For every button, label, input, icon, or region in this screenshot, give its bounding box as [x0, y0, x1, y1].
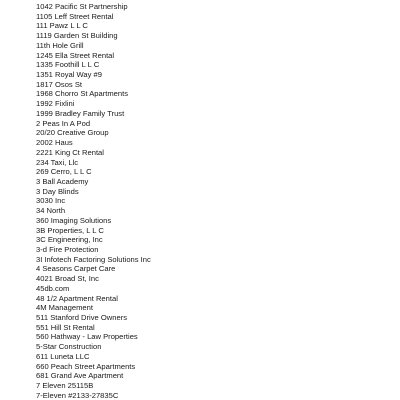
list-item: 4M Management — [36, 303, 93, 313]
list-item: 1119 Garden St Building — [36, 31, 118, 41]
list-item: 1817 Osos St — [36, 79, 83, 89]
list-item: 45db.com — [36, 283, 70, 293]
list-item: 1992 Fixlini — [36, 99, 75, 109]
list-item: 111 Pawz L L C — [36, 21, 88, 31]
list-item: 1335 Foothill L L C — [36, 60, 100, 70]
list-item: 560 Hathway - Law Properties — [36, 332, 138, 342]
list-item: 3 Day Blinds — [36, 186, 79, 196]
list-item: 3C Engineering, Inc — [36, 235, 103, 245]
list-item: 7-Eleven #2133-27835C — [36, 390, 119, 400]
list-item: 1245 Ella Street Rental — [36, 50, 115, 60]
list-item: 3-d Fire Protection — [36, 244, 99, 254]
list-item: 511 Stanford Drive Owners — [36, 313, 128, 322]
list-item: 34 North — [36, 206, 66, 216]
list-item: 1351 Royal Way #9 — [36, 70, 102, 80]
list-item: 5-Star Construction — [36, 342, 102, 352]
list-item: 681 Grand Ave Apartment — [36, 371, 124, 381]
business-name-list — [36, 2, 396, 400]
list-item: 1999 Bradley Family Trust — [36, 108, 125, 118]
list-item: 2 Peas In A Pod — [36, 118, 91, 128]
clipped-top-line — [36, 0, 106, 1]
list-item: 360 Imaging Solutions — [36, 215, 112, 225]
list-item: 1968 Chorro St Apartments — [36, 89, 129, 99]
list-item: 20/20 Creative Group — [36, 128, 109, 138]
list-item: 3I Infotech Factoring Solutions Inc — [36, 254, 151, 264]
list-item: 11th Hole Grill — [36, 40, 84, 50]
list-item: 4 Seasons Carpet Care — [36, 264, 116, 274]
list-item: 3030 Inc — [36, 196, 66, 206]
list-item: 660 Peach Street Apartments — [36, 361, 136, 371]
list-item: 611 Luneta LLC — [36, 351, 90, 361]
list-item: 3 Ball Academy — [36, 176, 89, 186]
list-item: 269 Cerro, L L C — [36, 167, 92, 177]
list-item: 3B Properties, L L C — [36, 225, 104, 235]
list-item: 4021 Broad St, Inc — [36, 274, 99, 284]
list-item: 1105 Leff Street Rental — [36, 11, 114, 21]
list-item: 2002 Haus — [36, 138, 73, 148]
list-item: 234 Taxi, Llc — [36, 157, 79, 167]
list-item: 1042 Pacific St Partnership — [36, 2, 128, 11]
list-item: 2221 King Ct Rental — [36, 147, 104, 157]
list-item: 551 Hill St Rental — [36, 322, 95, 332]
list-item: 7 Eleven 25115B — [36, 381, 94, 391]
list-item: 48 1/2 Apartment Rental — [36, 293, 118, 303]
